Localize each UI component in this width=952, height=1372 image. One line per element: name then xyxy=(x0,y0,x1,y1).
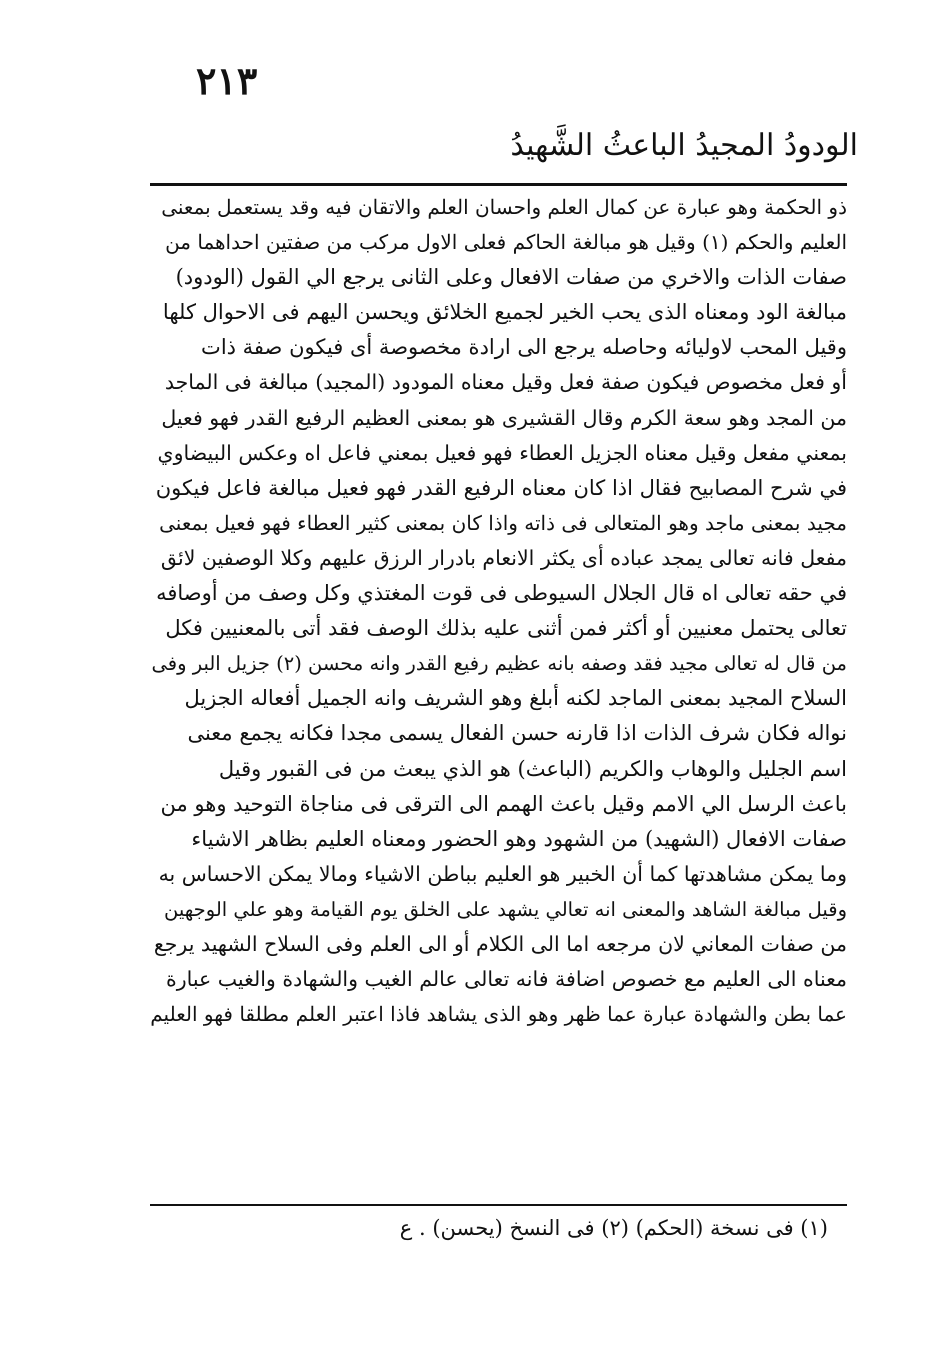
text-line: وقيل المحب لاوليائه وحاصله يرجع الى ارادة مخصوصة أى فيكون صفة ذات xyxy=(201,335,847,360)
text-line: نواله فكان شرف الذات اذا قارنه حسن الفعال يسمى مجدا فكانه يجمع معنى xyxy=(187,721,847,746)
text-line: وما يمكن مشاهدتها كما أن الخبير هو العليم بباطن الاشياء ومالا يمكن الاحساس به xyxy=(158,861,847,886)
text-line: مفعل فانه تعالى يمجد عباده أى يكثر الانعام بادرار الرزق عليهم وكلا الوصفين لائق xyxy=(160,545,847,570)
text-line: في شرح المصابيح فقال اذا كان معناه الرفيع القدر فهو فعيل مبالغة فاعل فيكون xyxy=(155,475,847,500)
text-line: من صفات المعاني لان مرجعه اما الى الكلام أو الى العلم وفى السلاح الشهيد يرجع xyxy=(153,931,847,956)
text-line: باعث الرسل الي الامم وقيل باعث الهمم الى الترقى فى مناجاة التوحيد وهو من xyxy=(160,791,847,816)
text-line: وقيل مبالغة الشاهد والمعنى انه تعالي يشهد على الخلق يوم القيامة وهو علي الوجهين xyxy=(163,897,847,921)
text-line: عما بطن والشهادة عبارة عما ظهر وهو الذى يشاهد فاذا اعتبر العلم مطلقا فهو العليم xyxy=(150,1002,847,1027)
text-line: مجيد بمعنى ماجد وهو المتعالى فى ذاته واذا كان بمعنى كثير العطاء فهو فعيل بمعنى xyxy=(159,510,847,535)
text-line: مبالغة الود ومعناه الذى يحب الخير لجميع الخلائق ويحسن اليهم فى الاحوال كلها xyxy=(162,300,847,325)
footnote-rule xyxy=(150,1204,847,1206)
text-line: ذو الحكمة وهو عبارة عن كمال العلم واحسان العلم والاتقان فيه وقد يستعمل بمعنى xyxy=(161,195,847,219)
footnotes: (١) فى نسخة (الحكم) (٢) فى النسخ (يحسن) . ع xyxy=(399,1216,828,1240)
text-line: من المجد وهو سعة الكرم وقال القشيرى هو بمعنى العظيم الرفيع القدر فهو فعيل xyxy=(161,405,847,430)
running-head: الودودُ المجيدُ الباعثُ الشَّهيدُ xyxy=(510,128,858,163)
text-line: أو فعل مخصوص فيكون صفة فعل وقيل معناه المودود (المجيد) مبالغة فى الماجد xyxy=(164,370,847,395)
text-line: من قال له تعالى مجيد فقد وصفه بانه عظيم رفيع القدر وانه محسن (٢) جزيل البر وفى xyxy=(151,652,847,676)
text-line: صفات الذات والاخري من صفات الافعال وعلى الثانى يرجع الي القول (الودود) xyxy=(175,265,847,290)
text-line: معناه الى العليم مع خصوص اضافة فانه تعالى عالم الغيب والشهادة والغيب عبارة xyxy=(165,967,847,992)
page-number: ٢١٣ xyxy=(196,58,258,103)
text-line: في حقه تعالى اه قال الجلال السيوطى فى قوت المغتذي وكل وصف من أوصافه xyxy=(156,581,847,606)
header-rule xyxy=(150,183,847,186)
text-line: تعالى يحتمل معنيين أو أكثر فمن أثنى عليه بذلك الوصف فقد أتى بالمعنيين فكل xyxy=(165,616,847,641)
text-line: السلاح المجيد بمعنى الماجد لكنه أبلغ وهو الشريف وانه الجميل أفعاله الجزيل xyxy=(184,686,847,711)
text-line: العليم والحكم (١) وقيل هو مبالغة الحاكم فعلى الاول مركب من صفتين احداهما من xyxy=(165,230,847,255)
text-line: اسم الجليل والوهاب والكريم (الباعث) هو الذي يبعث من فى القبور وقيل xyxy=(218,756,847,781)
text-line: صفات الافعال (الشهيد) من الشهود وهو الحضور ومعناه العليم بظاهر الاشياء xyxy=(191,826,847,851)
text-line: بمعني مفعل وقيل معناه الجزيل العطاء فهو فعيل بمعني فاعل اه وعكس البيضاوي xyxy=(157,440,847,465)
main-text xyxy=(150,190,847,1032)
